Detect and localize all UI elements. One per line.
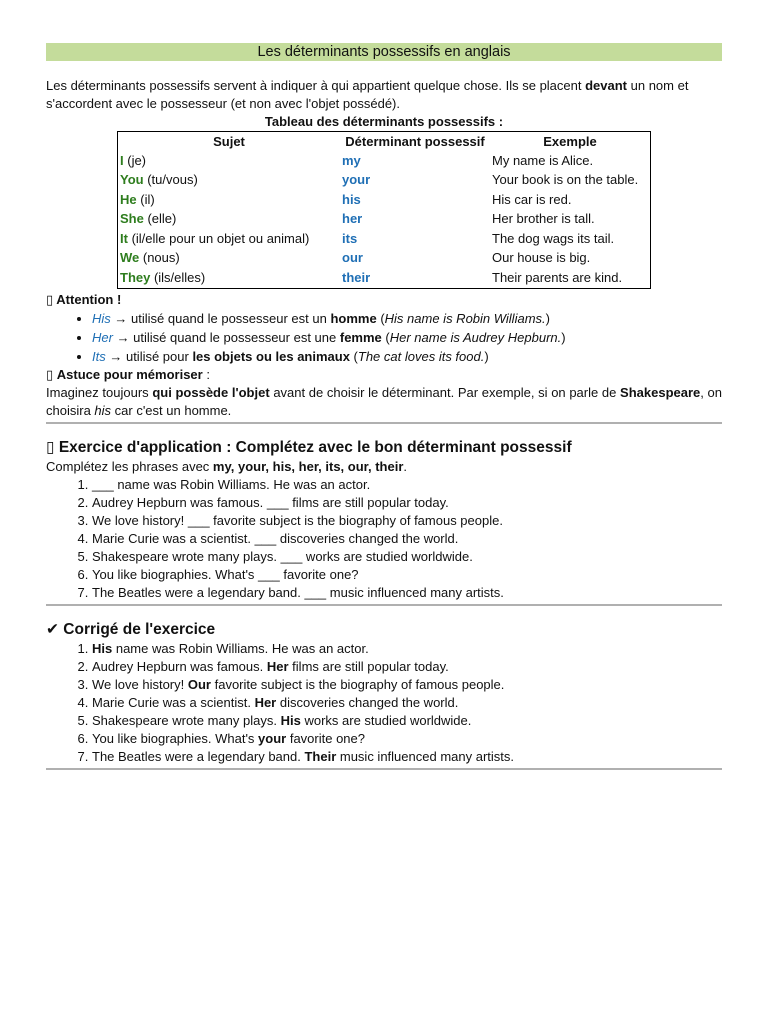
correction-answer: His: [280, 712, 301, 728]
table-header: Exemple: [543, 133, 597, 149]
correction-after: works are studied worldwide.: [300, 712, 472, 728]
intro-paragraph: [46, 77, 722, 113]
determiner: our: [342, 250, 363, 266]
determiner-cell: [340, 229, 490, 249]
determiner: your: [342, 172, 371, 188]
subject-cell: [118, 190, 341, 210]
correction-before: The Beatles were a legendary band.: [92, 748, 305, 764]
correction-after: music influenced many artists.: [336, 748, 514, 764]
rule-word: Her: [92, 329, 113, 345]
section-divider: [46, 604, 722, 606]
pronoun: He: [120, 191, 137, 207]
exercise-after: favorite subject is the biography of famous people.: [209, 512, 503, 528]
determiner-cell: [340, 190, 490, 210]
exercise-after: works are studied worldwide.: [302, 548, 473, 564]
exercise-instruction: Complétez les phrases avec my, your, his, her, its, our, their.: [46, 458, 408, 474]
determiner: its: [342, 230, 358, 246]
rule-open: (: [376, 310, 385, 326]
rule-example: Her name is Audrey Hepburn.: [389, 329, 562, 345]
page-title: [46, 43, 722, 61]
missing-glyph-icon: ▯: [46, 366, 54, 382]
correction-item: [92, 676, 722, 694]
table-row: [118, 171, 651, 191]
exercise-item: [92, 512, 722, 530]
correction-answer: your: [258, 730, 287, 746]
table-row: [118, 268, 651, 288]
correction-answer: Their: [304, 748, 337, 764]
pronoun-gloss: (elle): [143, 211, 177, 227]
pronoun-gloss: (tu/vous): [143, 172, 198, 188]
correction-before: Audrey Hepburn was famous.: [92, 658, 267, 674]
pronoun-gloss: (nous): [139, 250, 180, 266]
exercise-before: Audrey Hepburn was famous.: [92, 494, 267, 510]
rule-item: [92, 328, 722, 347]
exercise-blank: ___: [258, 566, 280, 582]
correction-item: [92, 658, 722, 676]
table-title: Tableau des déterminants possessifs :: [264, 114, 504, 129]
correction-after: favorite one?: [286, 730, 365, 746]
subject-cell: [118, 171, 341, 191]
rule-open: (: [349, 348, 358, 364]
rule-key: homme: [330, 310, 377, 326]
correction-item: [92, 748, 722, 766]
pronoun-gloss: (il/elle pour un objet ou animal): [127, 230, 310, 246]
exercise-item: [92, 494, 722, 512]
determiner: his: [342, 191, 361, 207]
table-header: Déterminant possessif: [345, 133, 485, 149]
table-row: [118, 249, 651, 269]
exercise-before: You like biographies. What's: [92, 566, 259, 582]
exercise-heading: ▯ Exercice d'application : Complétez avec le bon déterminant possessif: [46, 438, 572, 456]
subject-cell: [118, 229, 341, 249]
rule-word: Its: [92, 348, 106, 364]
rule-close: ): [561, 329, 566, 345]
correction-list: [46, 640, 722, 766]
page-title-text: Les déterminants possessifs en anglais: [257, 44, 511, 60]
rule-example: His name is Robin Williams.: [384, 310, 546, 326]
rule-open: (: [381, 329, 390, 345]
determiner-cell: [340, 249, 490, 269]
determiner-cell: [340, 210, 490, 230]
table-header: Sujet: [213, 133, 245, 149]
correction-before: You like biographies. What's: [92, 730, 259, 746]
determiners-table: [117, 131, 651, 289]
exercise-item: [92, 476, 722, 494]
correction-after: films are still popular today.: [288, 658, 449, 674]
rule-text: → utilisé quand le possesseur est une: [112, 329, 340, 345]
exercise-after: discoveries changed the world.: [276, 530, 459, 546]
rule-key: les objets ou les animaux: [192, 348, 350, 364]
table-row: [118, 210, 651, 230]
subject-cell: [118, 249, 341, 269]
tip-paragraph: Imaginez toujours qui possède l'objet avant de choisir le déterminant. Par exemple, si on parle de Shakespeare, on choisira his car c'est un homme.: [46, 384, 723, 418]
rule-example: The cat loves its food.: [357, 348, 485, 364]
exercise-before: Shakespeare wrote many plays.: [92, 548, 281, 564]
example-cell: Our house is big.: [492, 250, 591, 266]
correction-before: Marie Curie was a scientist.: [92, 694, 255, 710]
table-header-row: [118, 132, 651, 152]
rule-key: femme: [339, 329, 382, 345]
attention-heading: ▯ Attention !: [46, 291, 122, 307]
correction-answer: His: [92, 640, 113, 656]
missing-glyph-icon: ▯: [46, 291, 54, 307]
correction-answer: Her: [266, 658, 289, 674]
intro-bold: devant: [585, 78, 628, 93]
exercise-blank: ___: [280, 548, 303, 564]
example-cell: The dog wags its tail.: [492, 230, 615, 246]
rule-item: [92, 347, 722, 366]
pronoun: You: [120, 172, 144, 188]
exercise-before: Marie Curie was a scientist.: [92, 530, 255, 546]
pronoun-gloss: (il): [136, 191, 155, 207]
exercise-before: We love history!: [92, 512, 188, 528]
correction-after: name was Robin Williams. He was an actor.: [112, 640, 369, 656]
table-row: [118, 229, 651, 249]
exercise-blank: ___: [92, 476, 114, 492]
section-divider: [46, 768, 722, 770]
subject-cell: [118, 268, 341, 288]
exercise-blank: ___: [266, 494, 289, 510]
document-page: [46, 43, 722, 770]
tip-heading: ▯ Astuce pour mémoriser :: [46, 366, 210, 382]
pronoun-gloss: (je): [123, 152, 147, 168]
rule-text: → utilisé pour: [105, 348, 193, 364]
missing-glyph-icon: ▯: [46, 438, 55, 456]
correction-after: favorite subject is the biography of famous people.: [210, 676, 505, 692]
determiner: my: [342, 152, 361, 168]
exercise-blank: ___: [254, 530, 277, 546]
exercise-blank: ___: [187, 512, 210, 528]
determiner-cell: [340, 151, 490, 171]
correction-before: Shakespeare wrote many plays.: [92, 712, 281, 728]
example-cell: His car is red.: [492, 191, 572, 207]
exercise-after: music influenced many artists.: [326, 584, 504, 600]
example-cell: My name is Alice.: [492, 152, 594, 168]
pronoun: We: [120, 250, 140, 266]
correction-answer: Her: [254, 694, 277, 710]
subject-cell: [118, 151, 341, 171]
pronoun: It: [120, 230, 128, 246]
subject-cell: [118, 210, 341, 230]
exercise-after: favorite one?: [279, 566, 359, 582]
exercise-item: [92, 548, 722, 566]
section-divider: [46, 422, 722, 424]
correction-item: [92, 730, 722, 748]
pronoun-gloss: (ils/elles): [150, 269, 206, 285]
rule-item: [92, 309, 722, 328]
exercise-item: [92, 584, 722, 602]
exercise-item: [92, 566, 722, 584]
exercise-after: name was Robin Williams. He was an actor.: [113, 476, 371, 492]
intro-text-1: Les déterminants possessifs servent à indiquer à qui appartient quelque chose. Ils se placent: [46, 78, 586, 93]
table-row: [118, 151, 651, 171]
rule-text: → utilisé quand le possesseur est un: [110, 310, 331, 326]
correction-heading: ✔ Corrigé de l'exercice: [46, 620, 216, 638]
rule-close: ): [545, 310, 550, 326]
example-cell: Your book is on the table.: [492, 172, 639, 188]
determiner: her: [342, 211, 363, 227]
pronoun: I: [120, 152, 124, 168]
example-cell: Her brother is tall.: [492, 211, 595, 227]
correction-before: We love history!: [92, 676, 188, 692]
determiner-cell: [340, 268, 490, 288]
intro-text-2: un nom et s'accordent avec le possesseur (et non avec l'objet possédé).: [46, 78, 689, 111]
attention-rules: [46, 309, 722, 366]
pronoun: They: [120, 269, 151, 285]
determiner-cell: [340, 171, 490, 191]
correction-item: [92, 712, 722, 730]
exercise-item: [92, 530, 722, 548]
exercise-after: films are still popular today.: [288, 494, 449, 510]
rule-close: ): [484, 348, 489, 364]
correction-answer: Our: [187, 676, 211, 692]
table-row: [118, 190, 651, 210]
determiner: their: [342, 269, 371, 285]
exercise-blank: ___: [304, 584, 327, 600]
exercise-list: [46, 476, 722, 602]
exercise-before: The Beatles were a legendary band.: [92, 584, 305, 600]
pronoun: She: [120, 211, 144, 227]
correction-item: [92, 640, 722, 658]
correction-item: [92, 694, 722, 712]
rule-word: His: [92, 310, 111, 326]
correction-after: discoveries changed the world.: [276, 694, 459, 710]
example-cell: Their parents are kind.: [492, 269, 623, 285]
